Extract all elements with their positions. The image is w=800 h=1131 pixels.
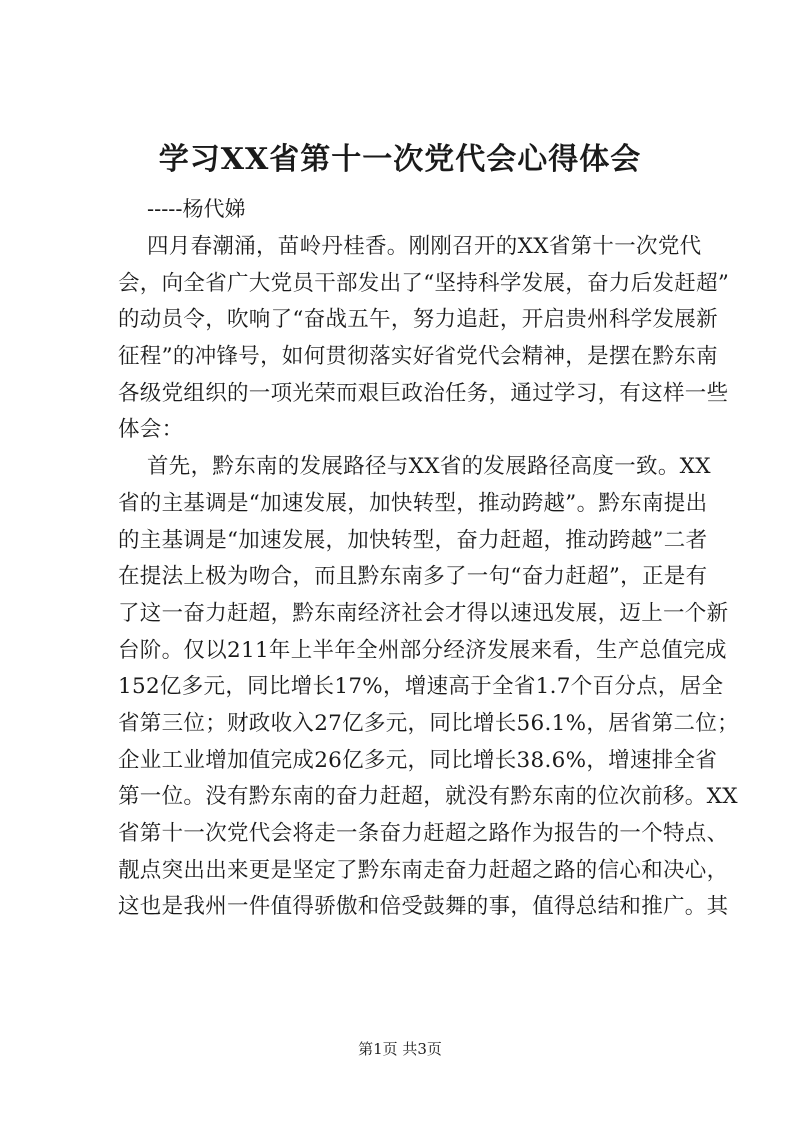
paragraph-2 bbox=[118, 449, 739, 926]
page-footer: 第1页 共3页 bbox=[358, 1040, 442, 1058]
text-line: 靓点突出出来更是坚定了黔东南走奋力赶超之路的信心和决心， bbox=[118, 857, 729, 883]
document-body bbox=[118, 229, 739, 926]
text-line: 台阶。仅以211年上半年全州部分经济发展来看，生产总值完成 bbox=[118, 637, 727, 663]
paragraph-1 bbox=[118, 229, 730, 449]
text-line: 了这一奋力赶超，黔东南经济社会才得以速迅发展，迈上一个新 bbox=[118, 600, 729, 626]
text-line: 首先，黔东南的发展路径与XX省的发展路径高度一致。XX bbox=[147, 454, 711, 480]
text-line: 征程”的冲锋号，如何贯彻落实好省党代会精神，是摆在黔东南 bbox=[118, 344, 718, 370]
text-line: 会，向全省广大党员干部发出了“坚持科学发展，奋力后发赶超” bbox=[118, 270, 730, 296]
text-line: 在提法上极为吻合，而且黔东南多了一句“奋力赶超”，正是有 bbox=[118, 564, 708, 590]
text-line: 第一位。没有黔东南的奋力赶超，就没有黔东南的位次前移。XX bbox=[118, 784, 738, 810]
text-line: 各级党组织的一项光荣而艰巨政治任务，通过学习，有这样一些 bbox=[118, 380, 729, 406]
text-line: 152亿多元，同比增长17%，增速高于全省1.7个百分点，居全 bbox=[118, 674, 724, 700]
document-title: 学习XX省第十一次党代会心得体会 bbox=[158, 142, 642, 177]
text-line: 省第十一次党代会将走一条奋力赶超之路作为报告的一个特点、 bbox=[118, 821, 729, 846]
text-line: 四月春潮涌，苗岭丹桂香。刚刚召开的XX省第十一次党代 bbox=[147, 234, 702, 259]
text-line: 企业工业增加值完成26亿多元，同比增长38.6%，增速排全省 bbox=[118, 747, 718, 773]
document-author: -----杨代娣 bbox=[147, 197, 246, 221]
text-line: 这也是我州一件值得骄傲和倍受鼓舞的事，值得总结和推广。其 bbox=[118, 894, 729, 920]
text-line: 的主基调是“加速发展，加快转型，奋力赶超，推动跨越”二者 bbox=[118, 527, 708, 553]
text-line: 体会： bbox=[118, 417, 184, 443]
text-line: 的动员令，吹响了“奋战五午，努力追赶，开启贵州科学发展新 bbox=[118, 307, 718, 333]
text-line: 省的主基调是“加速发展，加快转型，推动跨越”。黔东南提出 bbox=[118, 490, 708, 516]
text-line: 省第三位；财政收入27亿多元，同比增长56.1%，居省第二位； bbox=[118, 710, 739, 736]
